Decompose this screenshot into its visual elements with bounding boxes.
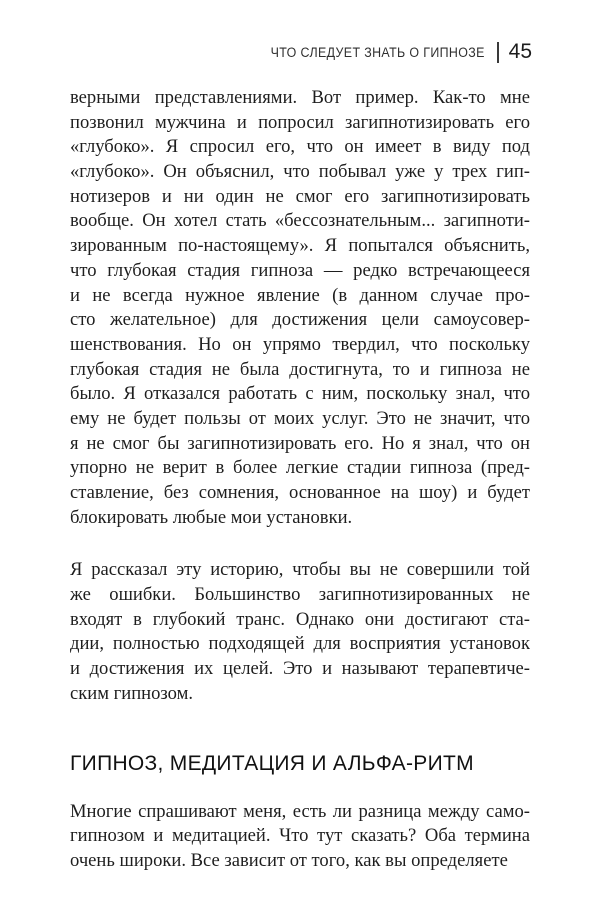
text-line: нотизеров и ни один не смог его загипнотизировать [70,185,530,207]
paragraph-moral [70,558,530,706]
text-line: и не всегда нужное явление (в данном случае про- [70,284,530,306]
text-line: очень широки. Все зависит от того, как вы определяете [70,849,508,871]
running-head-title: ЧТО СЛЕДУЕТ ЗНАТЬ О ГИПНОЗЕ [270,44,486,60]
running-head [70,40,532,64]
text-line: ским гипнозом. [70,682,194,704]
text-line: верными представлениями. Вот пример. Как-то мне [70,87,530,108]
text-line: входят в глубокий транс. Однако они достигают ста- [70,608,530,630]
text-line: что глубокая стадия гипноза — редко встречающееся [70,259,530,281]
page-number: 45 [508,40,532,63]
paragraph-meditation-intro [70,800,530,874]
paragraph-anecdote [70,86,530,530]
text-line: позвонил мужчина и попросил загипнотизировать его [70,111,530,133]
text-line: Многие спрашивают меня, есть ли разница между само- [70,800,530,822]
text-line: блокировать любые мои установки. [70,506,353,528]
text-line: «глубоко». Я спросил его, что он имеет в виду под [70,136,530,158]
text-line: и достижения их целей. Это и называют терапевтиче- [70,658,530,680]
text-line: упорно не верит в более легкие стадии гипноза (пред- [70,457,530,479]
text-line: «глубоко». Он объяснил, что побывал уже у трех гип- [70,161,530,183]
text-line: было. Я отказался работать с ним, поскольку знал, что [70,383,530,405]
header-divider [497,42,499,63]
text-line: ему не будет пользы от моих услуг. Это не значит, что [70,407,530,429]
text-line: гипнозом и медитацией. Что тут сказать? Оба термина [70,825,530,847]
text-line: ставление, без сомнения, основанное на шоу) и будет [70,482,530,503]
page-content [70,86,530,874]
section-heading: ГИПНОЗ, МЕДИТАЦИЯ И АЛЬФА-РИТМ [70,751,474,775]
text-line: я не смог бы загипнотизировать его. Но я знал, что он [70,432,530,454]
text-line: дии, полностью подходящей для восприятия установок [70,633,530,655]
text-line: Я рассказал эту историю, чтобы вы не совершили той [70,559,530,581]
text-line: сто желательное) для достижения цели самоусовер- [70,309,530,331]
text-line: вообще. Он хотел стать «бессознательным... загипноти- [70,210,530,232]
text-line: глубокая стадия не была достигнута, то и гипноза не [70,358,530,380]
text-line: зированным по-настоящему». Я попытался объяснить, [70,235,530,257]
text-line: шенствования. Но он упрямо твердил, что поскольку [70,333,530,355]
text-line: же ошибки. Большинство загипнотизированных не [70,584,530,606]
